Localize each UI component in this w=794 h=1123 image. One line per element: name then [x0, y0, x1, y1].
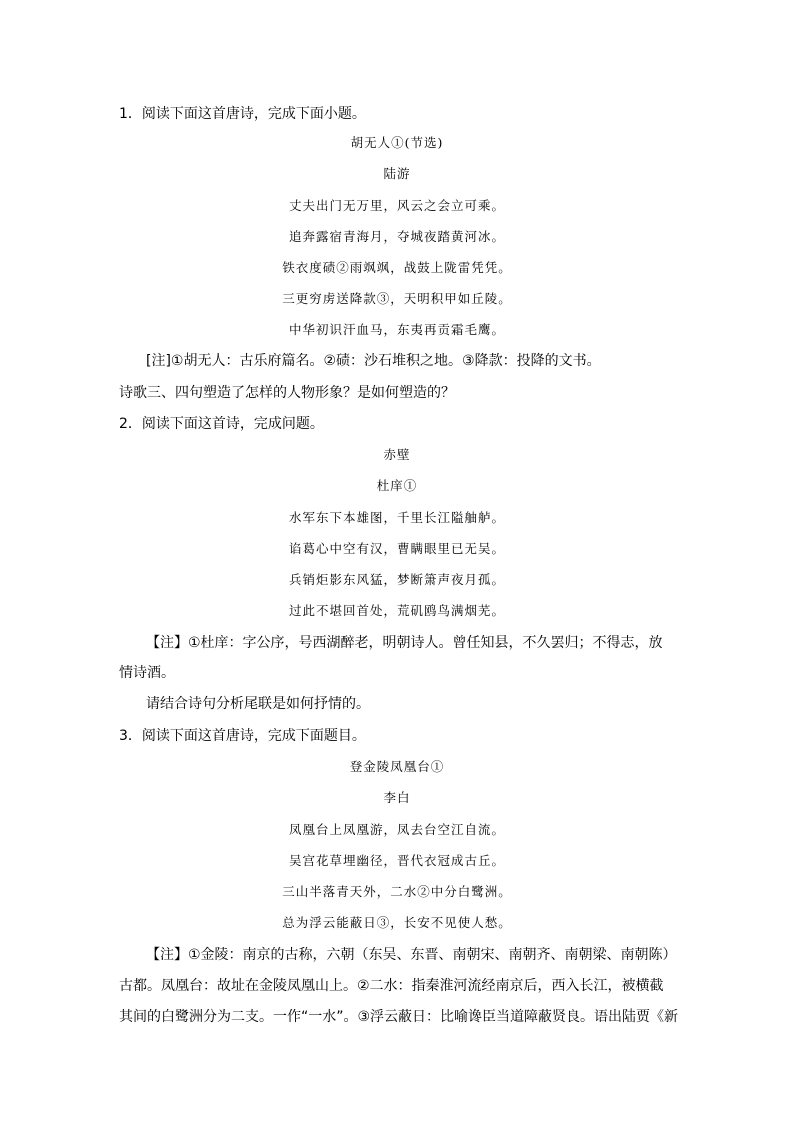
poem-2-line: 兵销炬影东风猛，梦断箫声夜月孤。	[288, 572, 505, 587]
question-2-prompt: 请结合诗句分析尾联是如何抒情的。	[146, 696, 370, 712]
question-2-heading: 2．阅读下面这首诗，完成问题。	[119, 416, 324, 432]
poem-3-line: 总为浮云能蔽日③，长安不见使人愁。	[282, 915, 512, 930]
poem-3-line: 三山半落青天外，二水②中分白鹭洲。	[282, 884, 512, 899]
poem-1-line: 三更穷虏送降款③，天明积甲如丘陵。	[282, 291, 512, 306]
poem-1-line: 中华初识汗血马，东夷再贡霜毛鹰。	[288, 322, 505, 337]
poem-1-author: 陆游	[383, 166, 411, 181]
poem-3-author: 李白	[383, 790, 411, 805]
poem-2-note-cont: 情诗酒。	[119, 665, 175, 681]
poem-3-line: 凤凰台上凤凰游，凤去台空江自流。	[288, 822, 505, 837]
poem-3-note: 【注】①金陵：南京的古称，六朝（东吴、东晋、南朝宋、南朝齐、南朝梁、南朝陈）	[146, 947, 677, 963]
poem-1-line: 铁衣度碛②雨飒飒，战鼓上陇雷凭凭。	[282, 260, 512, 275]
poem-3-note-cont: 古都。凤凰台：故址在金陵凤凰山上。②二水：指秦淮河流经南京后，西入长江，被横截	[119, 978, 664, 994]
poem-1-line: 追奔露宿青海月，夺城夜踏黄河冰。	[288, 229, 505, 244]
poem-3-note-cont: 其间的白鹭洲分为二支。一作“一水”。③浮云蔽日：比喻谗臣当道障蔽贤良。语出陆贾《新	[119, 1009, 679, 1025]
poem-1-line: 丈夫出门无万里，风云之会立可乘。	[288, 198, 505, 213]
question-1-heading: 1．阅读下面这首唐诗，完成下面小题。	[119, 106, 366, 122]
poem-2-line: 谄葛心中空有汉，曹瞒眼里已无吴。	[288, 541, 505, 556]
poem-1-note: [注]①胡无人：古乐府篇名。②碛：沙石堆积之地。③降款：投降的文书。	[146, 353, 601, 369]
poem-3-title: 登金陵凤凰台①	[349, 759, 445, 774]
poem-2-note: 【注】①杜庠：字公序，号西湖醉老，明朝诗人。曾任知县，不久罢归；不得志，放	[146, 635, 663, 651]
question-3-heading: 3．阅读下面这首唐诗，完成下面题目。	[119, 728, 366, 744]
poem-2-title: 赤壁	[383, 447, 411, 462]
poem-2-line: 过此不堪回首处，荒矶鸥鸟满烟芜。	[288, 603, 505, 618]
poem-3-line: 吴宫花草埋幽径，晋代衣冠成古丘。	[288, 853, 505, 868]
question-1-prompt: 诗歌三、四句塑造了怎样的人物形象？是如何塑造的？	[119, 385, 455, 401]
poem-2-line: 水军东下本雄图，千里长江隘舳舻。	[288, 510, 505, 525]
poem-2-author: 杜庠①	[376, 478, 418, 493]
poem-1-title: 胡无人①(节选)	[350, 135, 444, 150]
